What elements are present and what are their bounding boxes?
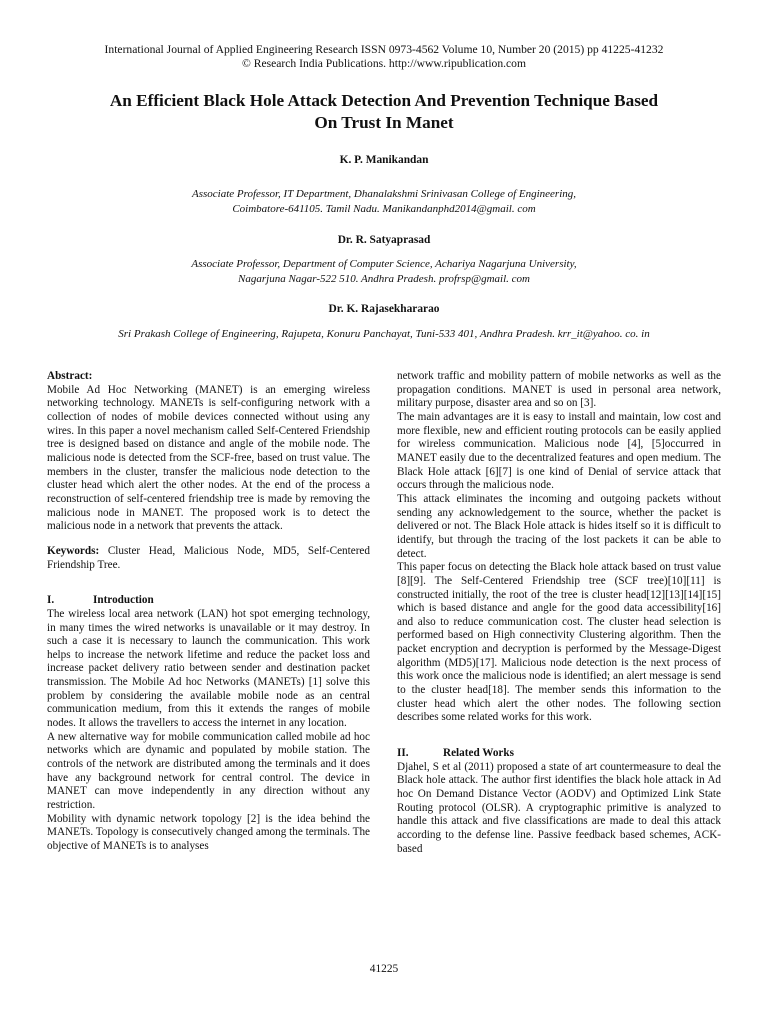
section-title: Introduction xyxy=(93,594,154,607)
intro-paragraph-5: The main advantages are it is easy to install and maintain, low cost and more flexible, new and efficient routing protocols can be easily applied for wireless communication. Malicious node [4], [5]occurred in MANET easily due to the decentralized features and open medium. The Black Hole attack [6][7] is one kind of Denial of service attack that occurs through the malicious node. xyxy=(397,410,721,492)
intro-paragraph-7: This paper focus on detecting the Black hole attack based on trust value [8][9]. The Self-Centered Friendship tree (SCF tree)[10][11] is constructed initially, the root of the tree is cluster head[12][13][14][15] which is based distance and angle for the good data accessibility[16] and also to reduce communication cost. The cluster head selection is performed based on High connectivity Clustering algorithm. Then the packet encryption and decryption is performed by the Message-Digest algorithm (MD5)[17]. Malicious node detection is the next process of this work once the malicious node is identified; an alert message is send to the cluster head[18]. The member sends this information to the cluster head which alert the other nodes. The following section describes some related works for this work. xyxy=(397,561,721,724)
affiliation-line: Coimbatore-641105. Tamil Nadu. Manikandanphd2014@gmail. com xyxy=(232,203,536,215)
affiliation-line: Sri Prakash College of Engineering, Rajupeta, Konuru Panchayat, Tuni-533 401, Andhra Pradesh. krr_it@yahoo. co. in xyxy=(118,328,650,340)
title-line-1: An Efficient Black Hole Attack Detection And Prevention Technique Based xyxy=(109,91,659,110)
author-name-2: Dr. R. Satyaprasad xyxy=(337,234,431,246)
paper-title xyxy=(40,90,728,134)
keywords-label: Keywords: xyxy=(47,544,100,557)
abstract-text: Mobile Ad Hoc Networking (MANET) is an emerging wireless networking technology. MANETs is self-configuring network with a collection of nodes of mobile devices connected without using any wires. In this paper a novel mechanism called Self-Centered Friendship tree is designed based on distance and angle of the mobile node. The malicious node is detected from the SCF-free, based on trust value. The members in the cluster, transfer the malicious node detection to the cluster head which alert the other nodes. At the end of the process a reconstruction of self-centered friendship tree is made by removing the malicious node in MANET. The proposed work is to detect the malicious node in a network that prevents the attack. xyxy=(47,383,370,533)
author-affiliation-2 xyxy=(20,257,748,287)
affiliation-line: Associate Professor, Department of Computer Science, Achariya Nagarjuna University, xyxy=(191,258,577,270)
section-heading-related-works xyxy=(397,747,721,761)
section-heading-introduction xyxy=(47,594,370,608)
title-line-2: On Trust In Manet xyxy=(314,113,454,132)
section-title: Related Works xyxy=(443,747,514,760)
section-number: I. xyxy=(47,594,55,607)
journal-header xyxy=(0,43,768,71)
related-works-paragraph: Djahel, S et al (2011) proposed a state of art countermeasure to deal the Black hole attack. The author first identifies the black hole attack in Ad hoc On Demand Distance Vector (AODV) and Optimized Link State Routing protocol (OLSR). A cryptographic primitive is analyzed to handle this attack and five classifications are made to deal this attack according to the defense line. Passive feedback based schemes, ACK-based xyxy=(397,760,721,855)
left-column xyxy=(47,370,370,854)
page-number: 41225 xyxy=(369,963,399,975)
intro-paragraph-2: A new alternative way for mobile communication called mobile ad hoc networks which are dynamic and populated by mobile station. The controls of the network are distributed among the terminals and it does have any background network for central control. The device in MANET can move independently in any direction without any restriction. xyxy=(47,730,370,812)
publisher-line: © Research India Publications. http://www.ripublication.com xyxy=(242,57,526,70)
author-name-1: K. P. Manikandan xyxy=(339,154,429,166)
affiliation-line: Nagarjuna Nagar-522 510. Andhra Pradesh. profrsp@gmail. com xyxy=(238,273,530,285)
abstract-heading: Abstract: xyxy=(47,370,93,382)
author-affiliation-1 xyxy=(20,187,748,217)
author-name-3: Dr. K. Rajasekhararao xyxy=(328,303,440,315)
intro-paragraph-3: Mobility with dynamic network topology [2] is the idea behind the MANETs. Topology is consecutively changed among the terminals. The objective of MANETs is to analyses xyxy=(47,812,371,852)
right-column xyxy=(397,370,721,856)
keywords-text: Cluster Head, Malicious Node, MD5, Self-Centered Friendship Tree. xyxy=(47,544,370,571)
intro-paragraph-6: This attack eliminates the incoming and outgoing packets without sending any acknowledgement to the source, whether the packet is delivered or not. The Black Hole attack is hides itself so it is difficult to identify, but through the tracing of the lost packets it can be able to detect. xyxy=(397,492,721,560)
affiliation-line: Associate Professor, IT Department, Dhanalakshmi Srinivasan College of Engineering, xyxy=(191,188,577,200)
intro-paragraph-4: network traffic and mobility pattern of mobile networks as well as the propagation conditions. MANET is used in personal area network, military purpose, disaster area and so on [3]. xyxy=(397,370,721,410)
keywords xyxy=(47,545,370,572)
author-affiliation-3 xyxy=(20,327,748,342)
section-number: II. xyxy=(397,747,409,760)
journal-line: International Journal of Applied Engineering Research ISSN 0973-4562 Volume 10, Number 20 (2015) pp 41225-41232 xyxy=(104,43,664,56)
intro-paragraph-1: The wireless local area network (LAN) hot spot emerging technology, in many times the wired networks is unavailable or it may destroy. In such a case it is necessary to launch the communication. This work helps to increase the network lifetime and reduce the packet loss and increase packet delivery ratio between sender and destination packet transmission. The Mobile Ad hoc Networks (MANETs) [1] solve this problem by considering the available mobile node as an central communication medium, from this it extends the ranges of mobile nodes. It allows the travellers to access the internet in any location. xyxy=(47,607,370,730)
